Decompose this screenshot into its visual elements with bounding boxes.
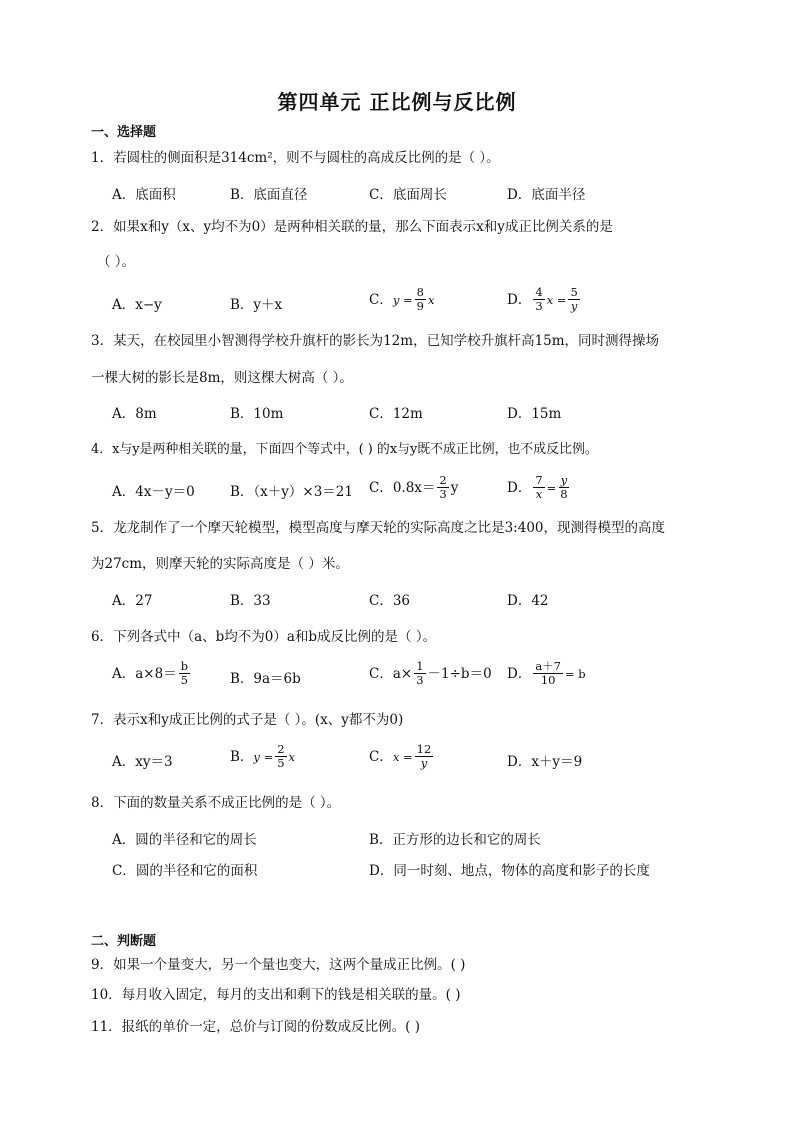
fraction-numerator: 2 xyxy=(277,742,285,756)
q7-option-b xyxy=(230,743,295,770)
q6-option-d xyxy=(507,660,586,687)
q5-option-c: C．36 xyxy=(369,593,411,609)
fraction-denominator: 3 xyxy=(439,487,447,501)
q3-option-d: D．15m xyxy=(507,406,562,422)
q5-option-b: B．33 xyxy=(230,593,271,609)
q6-option-c-fraction xyxy=(414,660,425,687)
q2-option-c-fraction xyxy=(415,286,426,313)
page-title: 第四单元 正比例与反比例 xyxy=(277,90,517,114)
q1-option-b: B．底面直径 xyxy=(230,187,308,203)
question-3-stem-line2: 一棵大树的影长是8m，则这棵大树高（ ）。 xyxy=(91,370,353,386)
q7-option-b-fraction xyxy=(275,743,286,770)
q6-option-a xyxy=(112,660,192,687)
q2-option-d-fraction-2 xyxy=(568,286,579,313)
section-heading-choice: 一、选择题 xyxy=(91,125,157,140)
question-5-stem-line2: 为27cm，则摩天轮的实际高度是（ ）米。 xyxy=(91,556,349,572)
question-2-stem-line1: 2．如果x和y（x、y均不为0）是两种相关联的量，那么下面表示x和y成正比例关系的是 xyxy=(91,219,613,235)
q2-option-d-label: D． xyxy=(507,291,532,308)
fraction-denominator: 8 xyxy=(560,487,568,501)
q4-option-d-mid: = xyxy=(546,480,557,495)
q3-option-a: A．8m xyxy=(112,406,157,422)
question-7-stem: 7．表示x和y成正比例的式子是（ ）。(x、y都不为0) xyxy=(91,712,404,728)
q6-option-c-post: －1÷b＝0 xyxy=(427,665,492,682)
q8-option-a: A．圆的半径和它的周长 xyxy=(112,832,257,848)
q5-option-a: A．27 xyxy=(112,593,153,609)
question-9: 9．如果一个量变大，另一个量也变大，这两个量成正比例。( ) xyxy=(91,957,466,973)
question-3-stem-line1: 3．某天，在校园里小智测得学校升旗杆的影长为12m，已知学校升旗杆高15m，同时测得操场 xyxy=(91,333,660,349)
q8-option-c: C．圆的半径和它的面积 xyxy=(112,863,258,879)
q6-option-d-post: = b xyxy=(565,666,586,681)
q3-option-b: B．10m xyxy=(230,406,284,422)
q6-option-a-pre: A．a×8＝ xyxy=(112,665,177,682)
fraction-numerator: 8 xyxy=(416,285,424,299)
fraction-numerator: 5 xyxy=(570,285,578,299)
q6-option-c-pre: C．a× xyxy=(369,665,413,682)
q7-option-c-fraction xyxy=(415,743,434,770)
q6-option-b: B．9a＝6b xyxy=(230,671,301,687)
q4-option-c-post: y xyxy=(450,479,459,496)
fraction-denominator: 5 xyxy=(277,756,285,770)
fraction-numerator: 4 xyxy=(535,285,543,299)
q4-option-a: A．4x－y＝0 xyxy=(112,484,195,500)
q4-option-d-label: D． xyxy=(507,479,532,496)
q7-option-b-label: B． xyxy=(230,748,254,765)
q1-option-c: C．底面周长 xyxy=(369,187,447,203)
fraction-denominator: 10 xyxy=(540,673,556,687)
fraction-numerator: y xyxy=(560,473,568,487)
q2-option-d xyxy=(507,286,582,313)
q6-option-d-label: D． xyxy=(507,665,532,682)
fraction-denominator: 3 xyxy=(535,299,543,313)
q3-option-c: C．12m xyxy=(369,406,423,422)
q4-option-d-fraction-2 xyxy=(558,474,569,501)
question-4-stem: 4．x与y是两种相关联的量，下面四个等式中，( ) 的x与y既不成正比例，也不成反比例。 xyxy=(91,442,598,457)
q4-option-d xyxy=(507,474,572,501)
fraction-denominator: 9 xyxy=(416,299,424,313)
q4-option-c xyxy=(369,474,458,501)
q2-option-d-mid: x = xyxy=(546,292,567,307)
question-5-stem-line1: 5．龙龙制作了一个摩天轮模型，模型高度与摩天轮的实际高度之比是3:400，现测得模型的高度 xyxy=(91,520,665,536)
question-10: 10．每月收入固定，每月的支出和剩下的钱是相关联的量。( ) xyxy=(91,987,461,1003)
q2-option-c-var: x xyxy=(427,292,435,307)
fraction-numerator: 12 xyxy=(416,742,432,756)
question-2-stem-line2: （ ）。 xyxy=(97,254,136,270)
q1-option-a: A．底面积 xyxy=(112,187,176,203)
q2-option-d-fraction-1 xyxy=(533,286,544,313)
q8-option-d: D．同一时刻、地点，物体的高度和影子的长度 xyxy=(369,863,650,879)
q1-option-d: D．底面半径 xyxy=(507,187,586,203)
q2-option-c-label: C． xyxy=(369,291,393,308)
q7-option-d: D．x＋y＝9 xyxy=(507,754,583,770)
q8-option-b: B．正方形的边长和它的周长 xyxy=(369,832,541,848)
fraction-numerator: 1 xyxy=(416,659,424,673)
q4-option-b: B．（x＋y）×3＝21 xyxy=(230,484,353,500)
q5-option-d: D．42 xyxy=(507,593,549,609)
q2-option-c-lhs: y = xyxy=(392,292,413,307)
q7-option-c xyxy=(369,743,435,770)
q6-option-a-fraction xyxy=(179,660,190,687)
q4-option-d-fraction-1 xyxy=(533,474,544,501)
q7-option-b-var: x xyxy=(288,749,296,764)
question-8-stem: 8．下面的数量关系不成正比例的是（ ）。 xyxy=(91,795,341,811)
q2-option-b: B．y＋x xyxy=(230,297,283,313)
question-11: 11．报纸的单价一定，总价与订阅的份数成反比例。( ) xyxy=(91,1019,421,1035)
fraction-denominator: y xyxy=(420,756,428,770)
q7-option-c-lhs: x = xyxy=(392,749,413,764)
q7-option-c-label: C． xyxy=(369,748,393,765)
q7-option-a: A．xy＝3 xyxy=(112,754,173,770)
fraction-numerator: 7 xyxy=(535,473,543,487)
q4-option-c-fraction xyxy=(437,474,448,501)
section-heading-judgement: 二、判断题 xyxy=(91,934,157,949)
fraction-numerator: 2 xyxy=(439,473,447,487)
fraction-denominator: x xyxy=(535,487,543,501)
q6-option-c xyxy=(369,660,492,687)
q4-option-c-pre: C．0.8x＝ xyxy=(369,479,436,496)
fraction-denominator: 5 xyxy=(180,673,189,687)
fraction-denominator: y xyxy=(570,299,578,313)
fraction-numerator: b xyxy=(180,659,189,673)
fraction-denominator: 3 xyxy=(416,673,424,687)
fraction-numerator: a＋7 xyxy=(535,659,562,673)
q2-option-a: A．x−y xyxy=(112,297,162,313)
q2-option-c xyxy=(369,286,434,313)
question-1-stem: 1．若圆柱的侧面积是314cm²，则不与圆柱的高成反比例的是（ ）。 xyxy=(91,150,500,166)
question-6-stem: 6．下列各式中（a、b均不为0）a和b成反比例的是（ ）。 xyxy=(91,629,437,645)
q6-option-d-fraction xyxy=(533,660,563,687)
q7-option-b-lhs: y = xyxy=(253,749,274,764)
